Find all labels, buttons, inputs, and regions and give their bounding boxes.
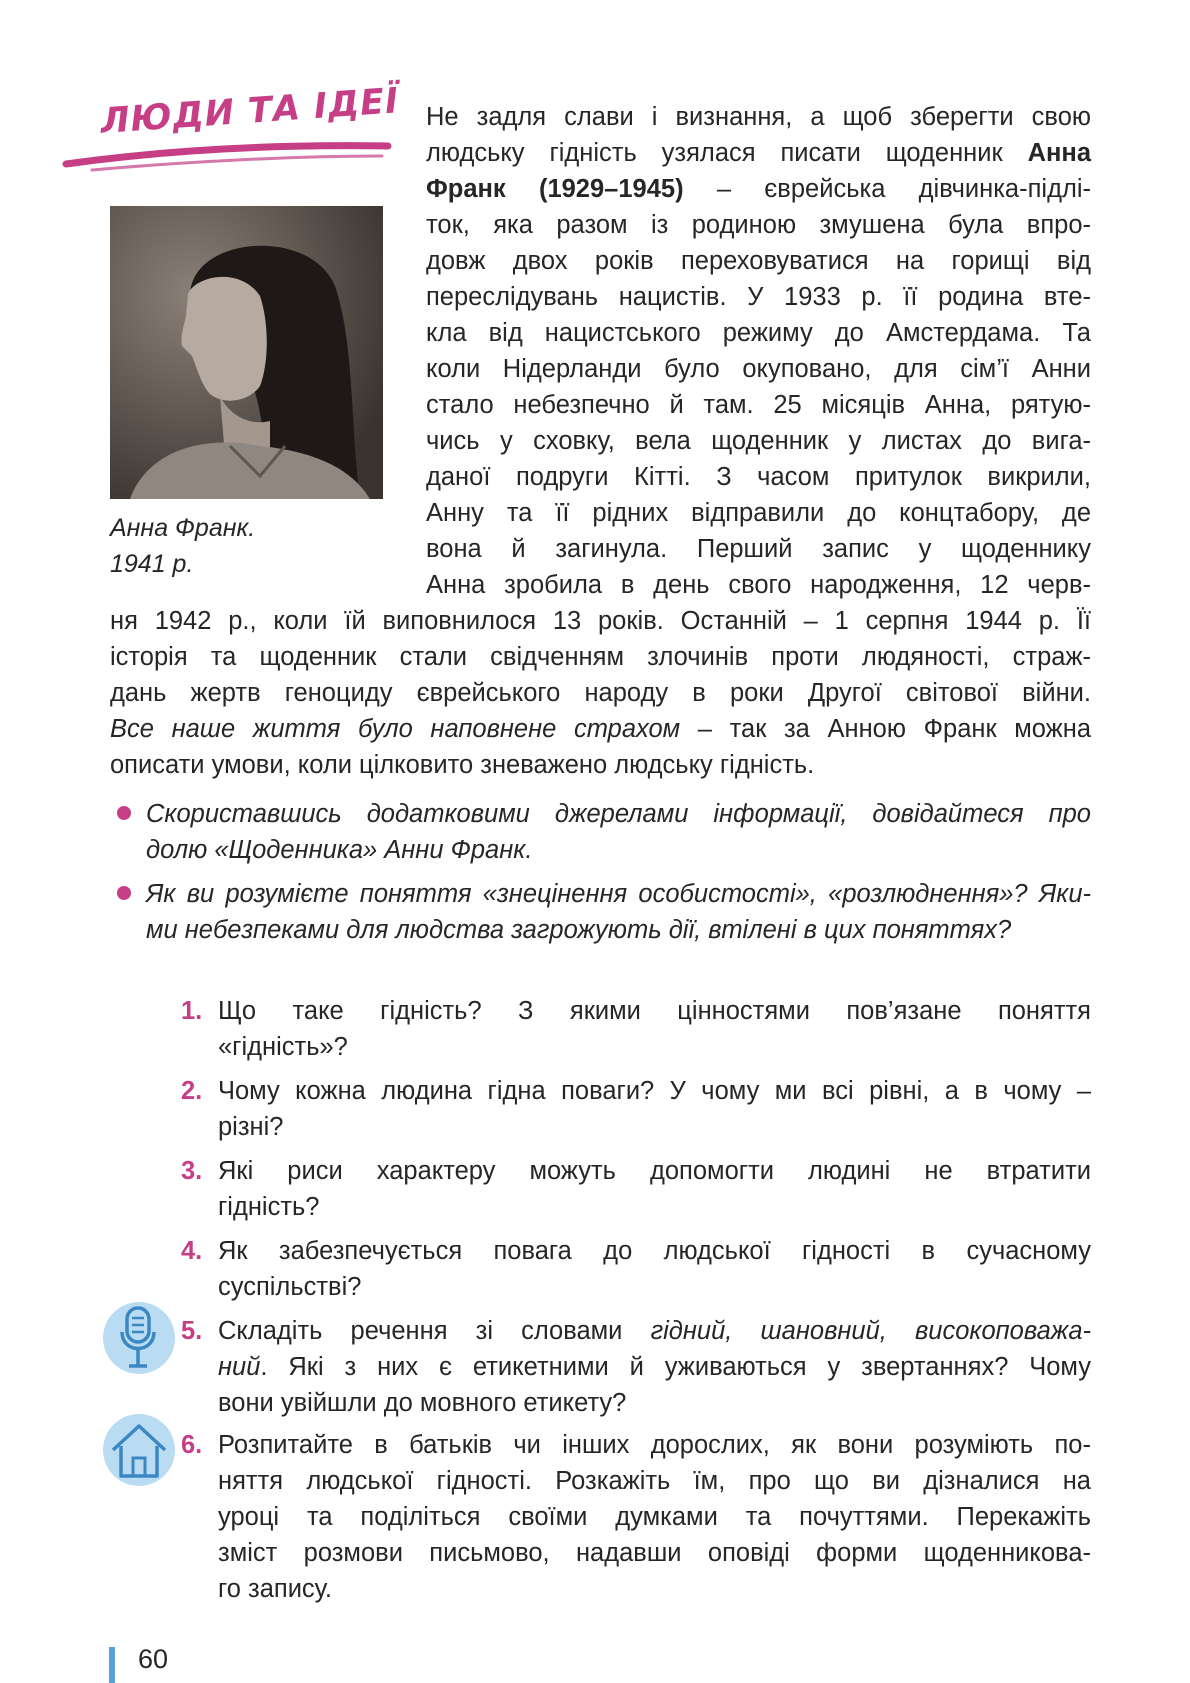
question-line: Які риси характеру можуть допомогти людині не втратити [218,1157,1091,1185]
portrait-photo [110,206,383,499]
bullet-marker [117,886,131,900]
article-line: кла від нацистського режиму до Амстердама. Та [426,319,1091,347]
article-line: чись у сховку, вела щоденник у листах до вига- [426,427,1091,455]
question-number: 4. [181,1237,203,1265]
question-line: «гідність»? [218,1033,348,1061]
page-number: 60 [138,1644,169,1674]
article-line: людську гідність узялася писати щоденник Анна [426,139,1091,167]
article-line: дань жертв геноциду єврейського народу в роки Другої світової війни. [110,679,1091,707]
bullet-marker [117,806,131,820]
question-number: 2. [181,1077,203,1105]
bullet-line: Скориставшись додатковими джерелами інформації, довідайтеся про [146,800,1091,828]
question-line: уроці та поділіться своїми думками та почуттями. Перекажіть [218,1503,1091,1531]
article-line: Анна зробила в день свого народження, 12 черв- [426,571,1091,599]
article-line: стало небезпечно й там. 25 місяців Анна, рятую- [426,391,1091,419]
question-line: Що таке гідність? З якими цінностями пов’язане поняття [218,997,1091,1025]
section-heading [62,81,401,186]
article-line: вона й загинула. Перший запис у щоденнику [426,535,1091,563]
question-number: 5. [181,1317,203,1345]
article-line: коли Нідерланди було окуповано, для сім’ї Анни [426,355,1091,383]
question-line: різні? [218,1113,284,1141]
heading-title: ЛЮДИ ТА ІДЕЇ [99,81,401,142]
article-line: історія та щоденник стали свідченням злочинів проти людяності, страж- [110,643,1091,671]
question-line: вони увійшли до мовного етикету? [218,1389,627,1417]
caption-year: 1941 р. [110,550,194,578]
question-line: суспільстві? [218,1273,362,1301]
microphone-icon [103,1302,175,1374]
article-line: ток, яка разом із родиною змушена була впро- [426,211,1091,239]
article-line: описати умови, коли цілковито зневажено людську гідність. [110,751,815,779]
question-line: Складіть речення зі словами гідний, шановний, високоповажа- [218,1317,1091,1345]
article-line: Не задля слави і визнання, а щоб зберегти свою [426,103,1091,131]
question-line: Чому кожна людина гідна поваги? У чому ми всі рівні, а в чому – [218,1077,1091,1105]
page-number-bar [109,1647,115,1683]
question-line: няття людської гідності. Розкажіть їм, про що ви дізналися на [218,1467,1091,1495]
question-number: 1. [181,997,203,1025]
question-number: 3. [181,1157,203,1185]
photo-caption [110,510,310,582]
article-line: даної подруги Кітті. З часом притулок викрили, [426,463,1091,491]
question-line: зміст розмови письмово, надавши оповіді форми щоденникова- [218,1539,1091,1567]
question-line: Розпитайте в батьків чи інших дорослих, як вони розуміють по- [218,1431,1091,1459]
question-line: ний. Які з них є етикетними й уживаються у звертаннях? Чому [218,1353,1091,1381]
question-line: го запису. [218,1575,332,1603]
home-icon [103,1414,175,1486]
bullet-line: ми небезпеками для людства загрожують дії, втілені в цих поняттях? [146,916,1012,944]
article-line: Франк (1929–1945) – єврейська дівчинка-підлі- [426,175,1091,203]
question-line: Як забезпечується повага до людської гідності в сучасному [218,1237,1091,1265]
question-number: 6. [181,1431,203,1459]
article-line: переслідувань нацистів. У 1933 р. її родина вте- [426,283,1091,311]
article-line: Анну та її рідних відправили до концтабору, де [426,499,1091,527]
question-line: гідність? [218,1193,320,1221]
bullet-line: Як ви розумієте поняття «знецінення особистості», «розлюднення»? Яки- [146,880,1091,908]
article-line: ня 1942 р., коли їй виповнилося 13 років. Останній – 1 серпня 1944 р. Її [110,607,1091,635]
article-line: довж двох років переховуватися на горищі від [426,247,1091,275]
caption-name: Анна Франк. [110,514,256,542]
article-line: Все наше життя було наповнене страхом – так за Анною Франк можна [110,715,1092,743]
bullet-line: долю «Щоденника» Анни Франк. [146,836,533,864]
